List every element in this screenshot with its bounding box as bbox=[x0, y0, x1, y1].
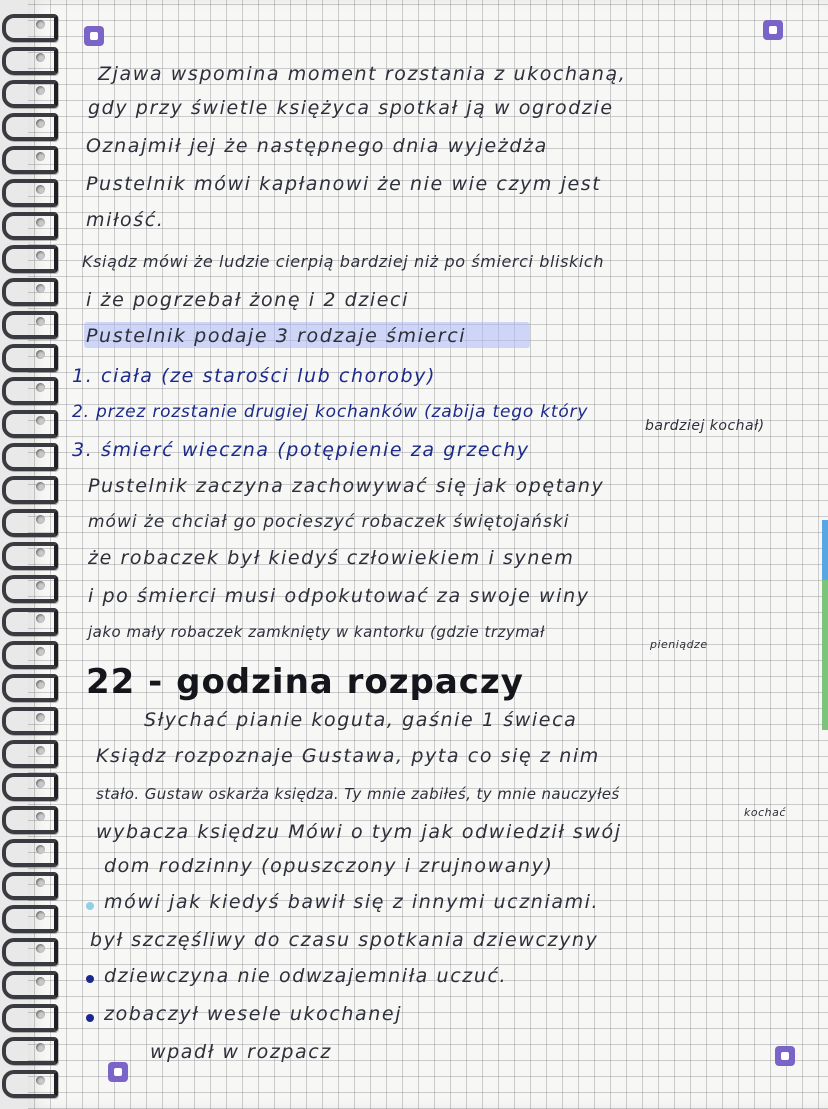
binding-coil bbox=[2, 674, 58, 702]
app-badge-icon bbox=[775, 1046, 795, 1066]
binding-coil bbox=[2, 14, 58, 42]
note-line: Oznajmił jej że następnego dnia wyjeżdża bbox=[86, 135, 548, 157]
note-small: bardziej kochał) bbox=[645, 418, 765, 434]
section-heading: 22 - godzina rozpaczy bbox=[86, 662, 524, 702]
binding-coil bbox=[2, 542, 58, 570]
note-line: wpadł w rozpacz bbox=[150, 1041, 332, 1063]
note-line: dom rodzinny (opuszczony i zrujnowany) bbox=[104, 855, 554, 877]
note-small: kochać bbox=[744, 806, 786, 819]
binding-coil bbox=[2, 707, 58, 735]
list-item: 3. śmierć wieczna (potępienie za grzechy bbox=[72, 439, 530, 461]
binding-coil bbox=[2, 146, 58, 174]
binding-coil bbox=[2, 608, 58, 636]
bullet-point bbox=[86, 975, 94, 983]
note-small: pieniądze bbox=[650, 638, 708, 651]
bullet-point bbox=[86, 902, 94, 910]
binding-coil bbox=[2, 245, 58, 273]
binding-coil bbox=[2, 905, 58, 933]
note-line: i po śmierci musi odpokutować za swoje winy bbox=[88, 585, 590, 607]
app-badge-icon bbox=[763, 20, 783, 40]
note-line: jako mały robaczek zamknięty w kantorku (gdzie trzymał bbox=[88, 623, 545, 641]
binding-coil bbox=[2, 1070, 58, 1098]
binding-coil bbox=[2, 344, 58, 372]
binding-coil bbox=[2, 806, 58, 834]
note-line: miłość. bbox=[86, 209, 165, 231]
page-tab-green bbox=[822, 580, 828, 730]
page-tab-blue bbox=[822, 520, 828, 580]
binding-coil bbox=[2, 113, 58, 141]
app-badge-icon bbox=[84, 26, 104, 46]
app-badge-icon bbox=[108, 1062, 128, 1082]
binding-coil bbox=[2, 773, 58, 801]
note-line: gdy przy świetle księżyca spotkał ją w ogrodzie bbox=[88, 97, 614, 119]
binding-coil bbox=[2, 1037, 58, 1065]
binding-coil bbox=[2, 938, 58, 966]
note-line: Słychać pianie koguta, gaśnie 1 świeca bbox=[144, 709, 578, 731]
note-line: zobaczył wesele ukochanej bbox=[104, 1003, 403, 1025]
note-line: Pustelnik podaje 3 rodzaje śmierci bbox=[86, 325, 467, 347]
note-line: stało. Gustaw oskarża księdza. Ty mnie zabiłeś, ty mnie nauczyłeś bbox=[96, 785, 620, 803]
binding-coil bbox=[2, 1004, 58, 1032]
note-line: był szczęśliwy do czasu spotkania dziewczyny bbox=[90, 929, 599, 951]
binding-coil bbox=[2, 971, 58, 999]
note-line: Zjawa wspomina moment rozstania z ukochaną, bbox=[98, 63, 627, 85]
bullet-point bbox=[86, 1014, 94, 1022]
binding-coil bbox=[2, 641, 58, 669]
binding-coil bbox=[2, 311, 58, 339]
note-line: mówi że chciał go pocieszyć robaczek świętojański bbox=[88, 512, 570, 532]
binding-coil bbox=[2, 179, 58, 207]
note-line: Pustelnik zaczyna zachowywać się jak opętany bbox=[88, 475, 605, 497]
list-item: 2. przez rozstanie drugiej kochanków (zabija tego który bbox=[72, 402, 589, 422]
note-line: Ksiądz mówi że ludzie cierpią bardziej niż po śmierci bliskich bbox=[82, 252, 605, 271]
note-line: Ksiądz rozpoznaje Gustawa, pyta co się z nim bbox=[96, 745, 600, 767]
binding-coil bbox=[2, 410, 58, 438]
binding-coil bbox=[2, 509, 58, 537]
note-line: że robaczek był kiedyś człowiekiem i synem bbox=[88, 547, 575, 569]
binding-coil bbox=[2, 278, 58, 306]
note-line: dziewczyna nie odwzajemniła uczuć. bbox=[104, 965, 508, 987]
list-item: 1. ciała (ze starości lub choroby) bbox=[72, 365, 436, 387]
binding-coil bbox=[2, 476, 58, 504]
note-line: mówi jak kiedyś bawił się z innymi uczniami. bbox=[104, 891, 600, 913]
binding-coil bbox=[2, 872, 58, 900]
binding-coil bbox=[2, 80, 58, 108]
spiral-binding bbox=[0, 0, 60, 1109]
binding-coil bbox=[2, 575, 58, 603]
binding-coil bbox=[2, 212, 58, 240]
binding-coil bbox=[2, 377, 58, 405]
note-line: wybacza księdzu Mówi o tym jak odwiedził swój bbox=[96, 821, 622, 843]
note-line: i że pogrzebał żonę i 2 dzieci bbox=[86, 289, 409, 311]
binding-coil bbox=[2, 443, 58, 471]
binding-coil bbox=[2, 740, 58, 768]
binding-coil bbox=[2, 47, 58, 75]
binding-coil bbox=[2, 839, 58, 867]
note-line: Pustelnik mówi kapłanowi że nie wie czym jest bbox=[86, 173, 602, 195]
